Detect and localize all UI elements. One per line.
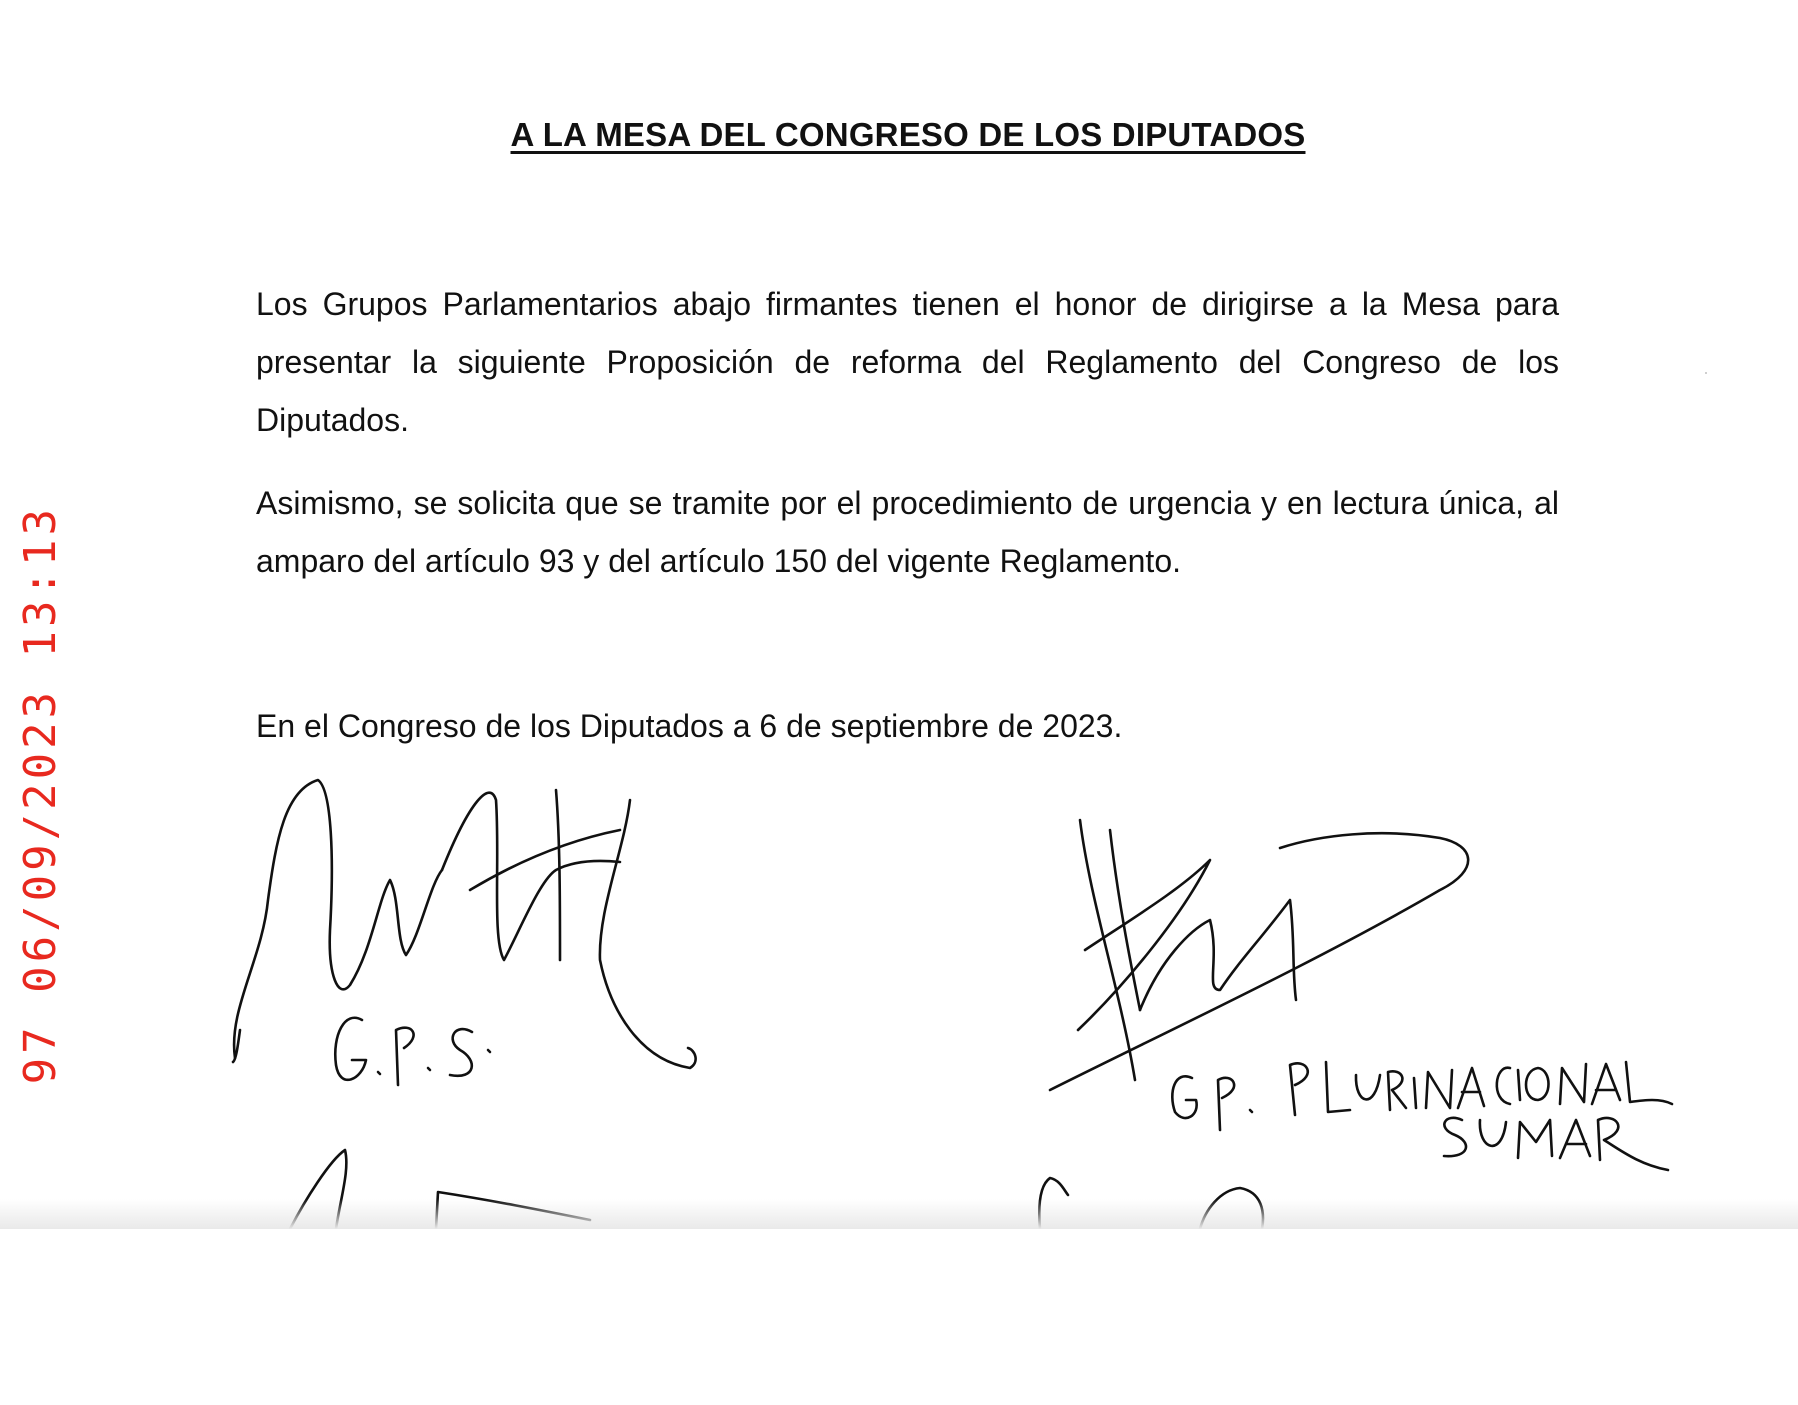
- paragraph-intro: Los Grupos Parlamentarios abajo firmantes tienen el honor de dirigirse a la Mesa para presentar la siguiente Proposición de reforma del Reglamento del Congreso de los Diputados.: [256, 286, 1559, 438]
- document-title: A LA MESA DEL CONGRESO DE LOS DIPUTADOS: [510, 116, 1306, 153]
- bottom-edge-shadow: [0, 1199, 1798, 1229]
- signature-sumar: [1050, 820, 1672, 1170]
- paragraph-urgency: Asimismo, se solicita que se tramite por el procedimiento de urgencia y en lectura única, al amparo del artículo 93 y del artículo 150 del vigente Reglamento.: [256, 485, 1559, 579]
- signature-gps: [233, 780, 696, 1085]
- paragraph-date: En el Congreso de los Diputados a 6 de septiembre de 2023.: [256, 708, 1123, 744]
- scan-speck: [1705, 372, 1707, 374]
- registry-stamp: 97 06/09/2023 13:13: [15, 505, 66, 1085]
